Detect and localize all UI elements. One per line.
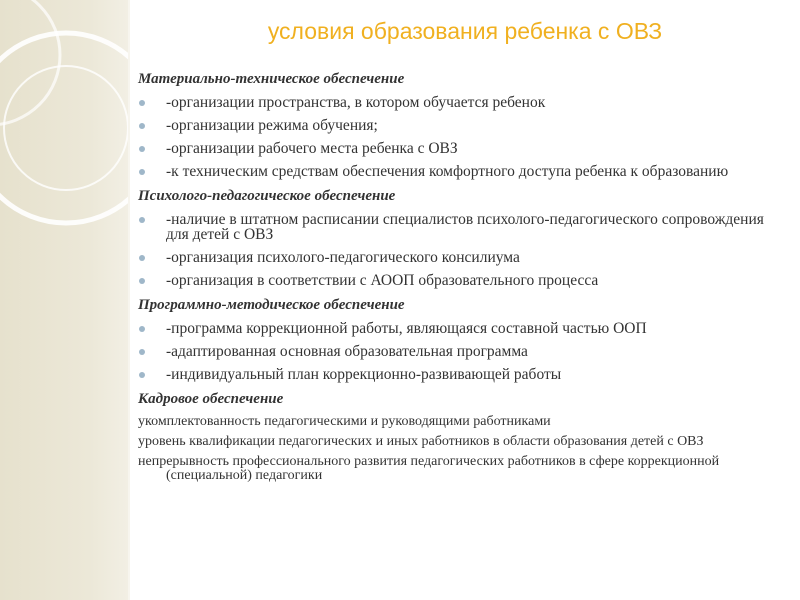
list-item-text: -организация в соответствии с АООП образовательного процесса [166, 272, 599, 289]
decorative-circles [0, 0, 128, 600]
bullet-icon [139, 217, 145, 223]
list-item-text: -наличие в штатном расписании специалистов психолого-педагогического сопровождения для детей с ОВЗ [166, 211, 764, 243]
slide-title: условия образования ребенка с ОВЗ [267, 18, 663, 44]
list-item-text: -организация психолого-педагогического консилиума [166, 249, 520, 266]
bullet-icon [139, 100, 145, 106]
list-item [138, 118, 788, 133]
section-heading: Психолого-педагогическое обеспечение [138, 188, 396, 204]
bullet-icon [139, 349, 145, 355]
list-item [138, 141, 788, 156]
list-item [138, 250, 788, 265]
list-item: укомплектованность педагогическими и руководящими работниками [138, 414, 551, 429]
list-item: уровень квалификации педагогических и иных работников в области образования детей с ОВЗ [138, 434, 704, 449]
bullet-icon [139, 123, 145, 129]
bullet-icon [139, 372, 145, 378]
list-item-text: -к техническим средствам обеспечения комфортного доступа ребенка к образованию [166, 163, 729, 180]
list-item [138, 273, 788, 288]
bullet-icon [139, 255, 145, 261]
list-item-text: -организации режима обучения; [166, 117, 378, 134]
decorative-side-panel [0, 0, 128, 600]
bullet-icon [139, 326, 145, 332]
panel-divider [128, 0, 130, 600]
list-item [138, 95, 788, 110]
list-item [138, 321, 788, 336]
section-heading: Программно-методическое обеспечение [138, 297, 405, 313]
list-item [138, 344, 788, 359]
bullet-icon [139, 278, 145, 284]
slide-content [138, 70, 788, 489]
section-heading: Материально-техническое обеспечение [138, 71, 405, 87]
list-item-text: -организации пространства, в котором обучается ребенок [166, 94, 546, 111]
list-item [138, 212, 788, 242]
section-heading: Кадровое обеспечение [138, 391, 284, 407]
bullet-icon [139, 146, 145, 152]
list-item-text: -адаптированная основная образовательная программа [166, 343, 528, 360]
bullet-icon [139, 169, 145, 175]
list-item-text: -программа коррекционной работы, являющаяся составной частью ООП [166, 320, 647, 337]
list-item-text: -организации рабочего места ребенка с ОВЗ [166, 140, 458, 157]
list-item [138, 164, 788, 179]
list-item: непрерывность профессионального развития педагогических работников в сфере коррекционной (специальной) педагогики [138, 454, 720, 483]
list-item [138, 367, 788, 382]
list-item-text: -индивидуальный план коррекционно-развивающей работы [166, 366, 562, 383]
